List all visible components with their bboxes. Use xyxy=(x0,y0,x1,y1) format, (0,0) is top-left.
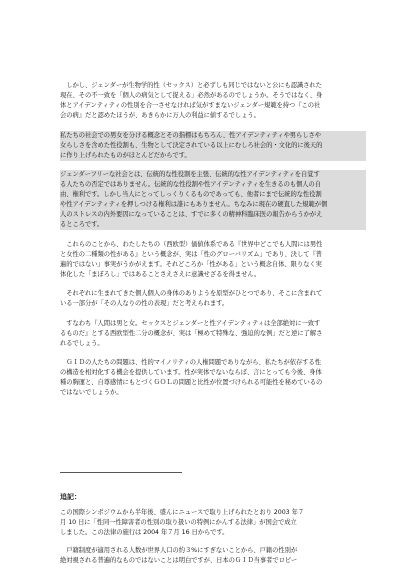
text-line: しました。この法律の施行は 2004 年７月 16 日からです。 xyxy=(60,529,229,536)
text-line: るところです。 xyxy=(60,221,104,228)
notes-section xyxy=(60,492,366,574)
text-line: この国際シンポジウムから半年後、盛んにニュースで取り上げられたとおり 2003 年７ xyxy=(60,509,305,516)
text-line: すなわち『人間は男と女。セックスとジェンダーと性アイデンティティは全部絶対に一致す xyxy=(60,319,321,327)
footnote-separator xyxy=(60,472,182,473)
text-line: 私たちの社会での男女を分ける概念とその指標はもちろん、性アイデンティティや男らしさや xyxy=(60,131,322,139)
text-line: 種の胸運と、自尊感情にもとづくＧＯＬの問題と比性が位置づけられる可能性を秘めているの xyxy=(60,379,323,386)
text-line: 会の病』だと認めたほうが、あきらかに万人の利益に値するでしょう。 xyxy=(60,112,260,119)
text-line: ＧＩＤの人たちの問題は、性的マイノリティの人権問題でありながら、私たちが依存する性 xyxy=(60,359,321,366)
text-line: る人たちの否定ではありません。伝統的な性役割や性アイデンティティを生きるのも個人の自 xyxy=(60,181,322,188)
text-line: 体とアイデンティティの性別を合一させなければ気がすまないジェンダー規範を持つ『この社 xyxy=(60,102,321,109)
paragraph xyxy=(60,289,366,309)
text-line: に作り上げられたものがほとんどだからです。 xyxy=(60,151,191,159)
text-line: これらのことから、わたしたちの（西欧型）価値体系である『世界中どこでも人間には男性 xyxy=(60,240,323,248)
text-line: 女らしさを含めた性役割も、生物として決定されている以上にむしろ社会的・文化的に後天的 xyxy=(60,141,323,149)
text-line: しかし、ジェンダーが生物学的性（セックス）と必ずしも同じではないと公にも認識された xyxy=(60,82,322,89)
text-line: るものだ』とする西欧型性二分の概念が、実は「極めて特殊な、強迫的な例」だと逆に了解さ xyxy=(60,329,323,337)
paragraph xyxy=(60,170,366,230)
text-line: 絶対視される普遍的なものではないことは明白ですが、日本のＧＩＤ当事者でロビー xyxy=(60,557,298,564)
text-line: れるでしょう。 xyxy=(60,339,104,347)
note-paragraph xyxy=(60,508,366,538)
text-line: いる一部分が「その人なりの性の表現」だと考えられます。 xyxy=(60,300,229,307)
paragraph xyxy=(60,358,366,398)
paragraph xyxy=(60,131,366,161)
text-line: や性アイデンティティを押しつける権利は誰にもありません。ちなみに現在の硬直した規範が個 xyxy=(60,201,328,208)
text-line: 現在、その不一致を「個人の病気として捉える」必然があるのでしょうか。そうではなく、身 xyxy=(60,92,323,99)
text-line: ではないでしょうか。 xyxy=(60,389,123,396)
paragraph xyxy=(60,319,366,349)
text-line: それぞれに生まれてきた個人個人の身体のありようを原型がひとつであり、そこに含まれて xyxy=(60,290,323,297)
text-line: 由、権利です。しかし当人にとってしっくりくるものであっても、他者にまで伝統的な性役割 xyxy=(60,191,322,198)
text-line: 人のストレスの内外要因になっていることは、すでに多くの精神科臨床医の報告からうかがえ xyxy=(60,211,323,218)
text-line: 月 10 日に「性同一性障害者の性別の取り扱いの特例にかんする法律」が国会で成立 xyxy=(60,519,297,526)
paragraph xyxy=(60,81,366,121)
text-line: の構造を相対化する機会を提供しています。性が実体でないならば、言にとっても今後、身体 xyxy=(60,369,322,376)
text-line: と女性の二種類の性がある』という概念が、実は「性のグローバリズム」であり、決して『普 xyxy=(60,250,322,258)
body-text xyxy=(60,81,366,408)
text-line: 体化した「まぼろし」ではあることさえさえに意識せざるを得ません。 xyxy=(60,270,261,278)
notes-title: 追記： xyxy=(60,493,81,501)
notes-body xyxy=(60,508,366,566)
text-line: 遍的ではない』事実がうかがえます。それどころか「性がある」という概念自体、限りなく実 xyxy=(60,260,322,268)
paragraph xyxy=(60,240,366,280)
text-line: 戸籍制度が適用される人数が世界人口の約３%にすぎないことから、戸籍の性別が xyxy=(60,547,298,554)
note-paragraph xyxy=(60,546,366,566)
text-line: ジェンダーフリーな社会とは、伝統的な性役割を主張、伝統的な性アイデンティティを自覚す xyxy=(60,171,320,178)
